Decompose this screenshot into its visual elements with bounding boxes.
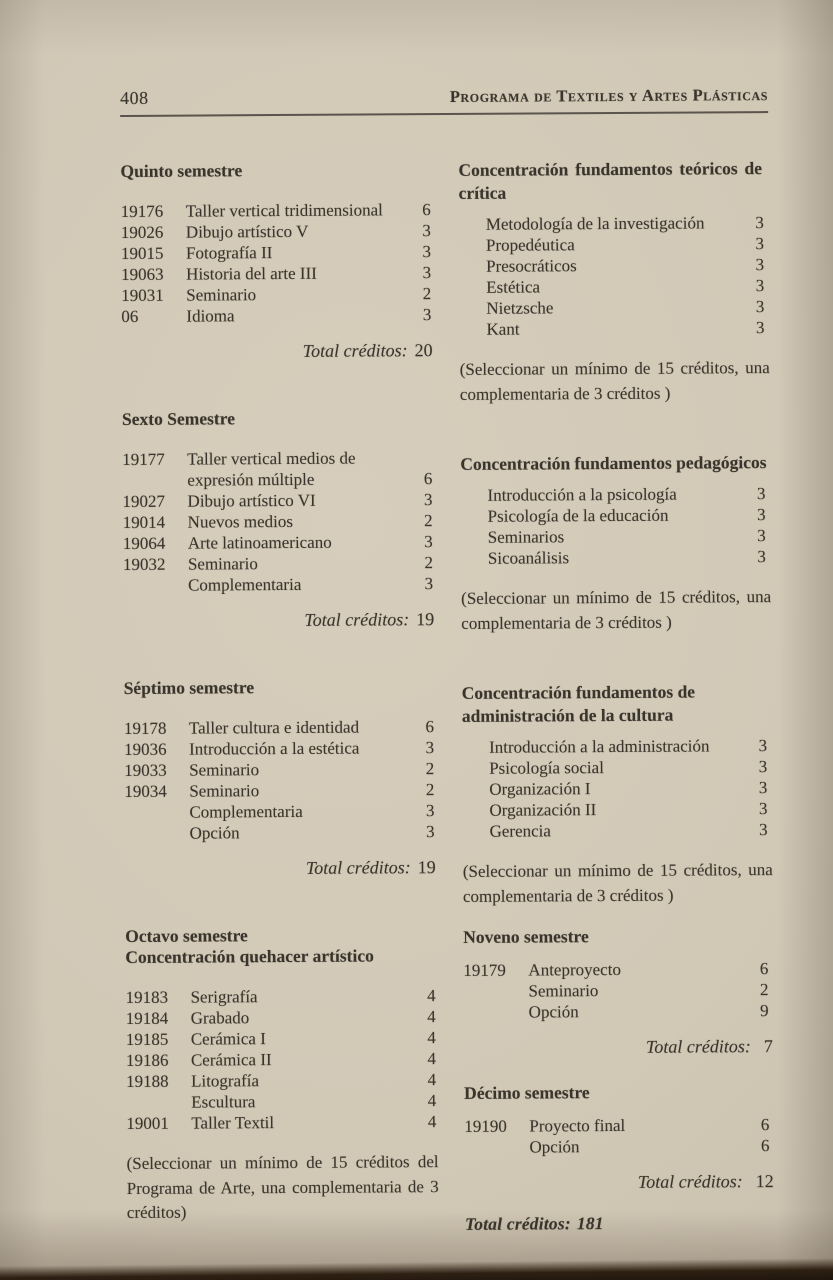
heading-line: Concentración quehacer artístico [125, 945, 374, 967]
total-value: 19 [417, 857, 436, 878]
course-title: Taller Textil [191, 1113, 275, 1133]
section-heading [120, 159, 432, 182]
course-title: Taller cultura e identidad [188, 717, 360, 738]
total-value: 12 [755, 1171, 774, 1192]
course-credits: 3 [755, 234, 765, 254]
course-row [124, 780, 436, 803]
course-row [121, 284, 433, 307]
course-code: 19179 [463, 960, 506, 980]
course-row [122, 448, 434, 471]
course-title: Litografía [191, 1071, 260, 1091]
course-row [126, 1070, 438, 1093]
course-row [124, 822, 436, 845]
course-title: Idioma [186, 306, 235, 326]
course-credits: 3 [422, 242, 432, 262]
course-list [122, 448, 435, 597]
course-credits: 3 [422, 305, 432, 325]
heading-line: Concentración fundamentos pedagógicos [460, 452, 767, 474]
course-title: Nietzsche [486, 298, 554, 318]
course-row [463, 959, 773, 982]
heading-line: Octavo semestre [125, 925, 248, 946]
course-code: 19015 [120, 243, 164, 263]
course-row [121, 242, 433, 265]
course-credits: 4 [427, 1091, 437, 1111]
section-heading [462, 680, 772, 728]
course-row [464, 1136, 774, 1159]
course-title: Dibujo artístico V [185, 221, 309, 242]
course-title: expresión múltiple [187, 469, 315, 490]
section-concentracion-pedagogicos [460, 451, 771, 636]
course-row [462, 778, 772, 801]
course-title: Cerámica I [190, 1029, 266, 1049]
course-row [126, 1007, 438, 1030]
course-row [459, 234, 769, 257]
course-title: Seminario [528, 981, 599, 1001]
course-code: 19064 [122, 533, 166, 553]
course-row [460, 484, 770, 507]
course-row [122, 490, 434, 513]
course-credits: 3 [757, 547, 766, 567]
course-row [462, 736, 772, 759]
heading-line: Quinto semestre [120, 160, 243, 181]
course-credits: 6 [423, 469, 433, 489]
course-title: Fotografía II [185, 243, 273, 263]
course-code: 19014 [122, 512, 166, 532]
course-credits: 3 [755, 213, 764, 233]
course-row [462, 757, 772, 780]
course-title: Proyecto final [529, 1115, 626, 1136]
course-title: Seminario [189, 760, 260, 780]
course-title: Serigrafía [190, 987, 258, 1007]
course-title: Introducción a la administración [488, 736, 710, 757]
course-credits: 3 [758, 778, 768, 798]
course-title: Anteproyecto [528, 959, 621, 980]
section-heading [124, 676, 436, 699]
course-code: 19190 [464, 1116, 507, 1136]
running-title: Programa de Textiles y Artes Plásticas [449, 85, 769, 106]
course-title: Organización II [489, 800, 597, 820]
course-title: Organización I [489, 779, 591, 799]
course-credits: 6 [425, 717, 434, 737]
total-label: Total créditos: [304, 609, 410, 630]
course-list [125, 986, 438, 1135]
course-code: 19176 [120, 201, 164, 221]
course-credits: 4 [427, 1007, 436, 1027]
course-credits: 2 [424, 511, 433, 531]
course-row [121, 221, 433, 244]
heading-line: Sexto Semestre [121, 408, 235, 429]
total-label: Total créditos: [302, 340, 408, 361]
section-septimo-semestre [124, 676, 437, 880]
heading-line: Noveno semestre [463, 926, 589, 947]
course-credits: 3 [755, 297, 765, 317]
course-title: Opción [528, 1002, 579, 1022]
course-code: 19026 [120, 222, 164, 242]
total-value: 19 [416, 609, 435, 630]
course-credits: 4 [426, 986, 436, 1006]
course-code: 19188 [126, 1071, 169, 1091]
section-heading [460, 451, 770, 476]
page-header [120, 84, 768, 109]
course-credits: 3 [425, 822, 435, 842]
course-row [459, 276, 769, 299]
section-noveno-semestre [463, 925, 774, 1059]
course-row [123, 511, 435, 534]
course-row [464, 1115, 774, 1138]
total-credits [125, 857, 437, 880]
selection-note: (Seleccionar un mínimo de 15 créditos, una complementaria de 3 créditos ) [459, 358, 770, 404]
columns [120, 157, 775, 1237]
course-title: Seminario [186, 285, 257, 305]
course-title: Dibujo artístico VI [187, 490, 316, 511]
course-credits: 3 [422, 263, 432, 283]
course-code: 19027 [122, 491, 166, 511]
page-content [120, 84, 775, 1237]
section-heading [122, 407, 434, 430]
course-row [121, 200, 433, 223]
course-title: Seminario [187, 554, 258, 574]
course-code: 19185 [125, 1029, 169, 1049]
course-credits: 6 [422, 200, 431, 220]
heading-line: Décimo semestre [464, 1082, 590, 1103]
course-row [461, 526, 771, 549]
course-credits: 6 [759, 959, 769, 979]
total-value: 7 [763, 1036, 773, 1057]
course-credits: 3 [425, 738, 435, 758]
course-credits: 3 [425, 801, 435, 821]
course-code: 19177 [122, 449, 165, 469]
heading-line: administración de la cultura [461, 704, 674, 726]
section-heading [125, 924, 437, 968]
course-title: Presocráticos [486, 256, 577, 276]
course-credits: 4 [427, 1028, 436, 1048]
course-row [463, 980, 773, 1003]
heading-line: Séptimo semestre [123, 677, 255, 698]
course-credits: 3 [755, 276, 765, 296]
course-title: Taller vertical medios de [187, 448, 356, 469]
section-concentracion-critica [458, 157, 770, 407]
heading-line: crítica [458, 182, 507, 203]
total-credits [122, 340, 434, 363]
course-credits: 3 [424, 574, 434, 594]
course-row [123, 553, 435, 576]
course-row [126, 1112, 438, 1135]
course-row [122, 469, 434, 492]
course-row [126, 1049, 438, 1072]
course-row [125, 986, 437, 1009]
course-title: Estética [486, 277, 541, 297]
section-sexto-semestre [122, 407, 435, 632]
course-row [462, 820, 772, 843]
course-row [123, 532, 435, 555]
grand-total-label: Total créditos: [464, 1213, 571, 1234]
course-code: 19183 [125, 987, 169, 1007]
course-title: Complementaria [187, 574, 302, 595]
total-credits [465, 1171, 775, 1194]
course-title: Cerámica II [190, 1050, 272, 1070]
course-credits: 3 [757, 505, 766, 525]
course-list [124, 717, 437, 845]
course-credits: 3 [756, 484, 766, 504]
right-column [458, 157, 775, 1235]
course-credits: 2 [422, 284, 432, 304]
selection-note: (Seleccionar un mínimo de 15 créditos del Programa de Arte, una complementaria de 3 créditos) [126, 1152, 439, 1222]
course-row [126, 1091, 438, 1114]
course-credits: 2 [759, 980, 769, 1000]
course-row [459, 318, 769, 341]
course-code: 19031 [121, 285, 164, 305]
course-list [460, 484, 771, 570]
page-bottom-edge-shadow [0, 1258, 833, 1280]
header-rule [120, 111, 768, 117]
course-row [121, 263, 433, 286]
course-row [121, 305, 433, 328]
total-label: Total créditos: [637, 1171, 743, 1192]
section-heading [464, 1081, 774, 1104]
total-label: Total créditos: [645, 1036, 751, 1057]
course-title: Historia del arte III [186, 263, 317, 284]
course-credits: 6 [760, 1136, 770, 1156]
course-list [463, 959, 773, 1024]
course-title: Gerencia [489, 821, 551, 841]
course-code: 19184 [125, 1008, 169, 1028]
selection-note: (Seleccionar un mínimo de 15 créditos, una complementaria de 3 créditos ) [462, 860, 773, 906]
course-row [461, 505, 771, 528]
course-code: 19063 [121, 264, 164, 284]
course-list [121, 200, 434, 328]
course-credits: 2 [425, 759, 435, 779]
course-credits: 3 [424, 532, 433, 552]
course-title: Taller vertical tridimensional [185, 200, 383, 221]
course-row [124, 759, 436, 782]
course-title: Kant [486, 319, 520, 339]
course-list [462, 736, 773, 843]
section-heading [458, 157, 768, 205]
section-concentracion-administracion [462, 680, 773, 909]
course-credits: 4 [427, 1070, 437, 1090]
course-row [459, 255, 769, 278]
course-row [464, 1001, 774, 1024]
course-code: 19178 [123, 718, 167, 738]
left-column [120, 159, 439, 1237]
heading-line: Concentración fundamentos teóricos de [458, 158, 763, 180]
course-title: Escultura [191, 1092, 256, 1112]
course-credits: 3 [758, 736, 768, 756]
course-code: 19186 [125, 1050, 169, 1070]
page-number: 408 [120, 87, 149, 108]
total-credits [464, 1036, 774, 1059]
course-title: Metodología de la investigación [485, 213, 705, 234]
course-title: Nuevos medios [187, 511, 294, 532]
course-row [126, 1028, 438, 1051]
heading-line: Concentración fundamentos de [461, 681, 696, 703]
course-list [464, 1115, 774, 1159]
course-code: 19033 [124, 760, 167, 780]
course-title: Psicología de la educación [487, 505, 669, 526]
course-row [124, 801, 436, 824]
selection-note: (Seleccionar un mínimo de 15 créditos, una complementaria de 3 créditos ) [461, 587, 772, 633]
course-row [123, 574, 435, 597]
course-credits: 4 [427, 1049, 436, 1069]
course-code: 19036 [123, 739, 167, 759]
course-code: 19001 [126, 1113, 169, 1133]
course-title: Arte latinoamericano [187, 532, 332, 553]
course-title: Opción [189, 823, 240, 843]
course-title: Psicología social [489, 758, 604, 778]
total-value: 20 [414, 340, 433, 361]
course-row [459, 213, 769, 236]
course-credits: 2 [425, 780, 435, 800]
course-credits: 3 [755, 255, 765, 275]
course-credits: 4 [427, 1112, 437, 1132]
course-credits: 9 [760, 1001, 769, 1021]
section-quinto-semestre [120, 159, 433, 363]
course-title: Opción [529, 1137, 580, 1157]
course-row [462, 799, 772, 822]
course-title: Propedéutica [485, 235, 575, 255]
course-row [459, 297, 769, 320]
total-label: Total créditos: [305, 857, 411, 878]
course-title: Introducción a la estética [188, 738, 360, 759]
course-credits: 6 [760, 1115, 770, 1135]
course-credits: 3 [422, 221, 431, 241]
course-row [124, 717, 436, 740]
total-credits [123, 609, 435, 632]
course-row [461, 547, 771, 570]
section-heading [463, 925, 773, 948]
course-credits: 3 [755, 318, 765, 338]
course-credits: 2 [424, 553, 433, 573]
grand-total-credits [465, 1212, 775, 1235]
course-code: 19034 [124, 781, 167, 801]
course-credits: 3 [423, 490, 433, 510]
course-title: Seminarios [487, 527, 565, 547]
course-credits: 3 [757, 526, 766, 546]
course-credits: 3 [758, 799, 768, 819]
course-code: 19032 [122, 554, 166, 574]
course-title: Grabado [190, 1008, 250, 1028]
course-credits: 3 [758, 820, 768, 840]
course-title: Introducción a la psicología [487, 484, 677, 505]
course-row [124, 738, 436, 761]
grand-total-value: 181 [576, 1213, 604, 1234]
course-title: Seminario [189, 781, 260, 801]
course-title: Complementaria [189, 801, 303, 822]
section-decimo-semestre [464, 1081, 775, 1194]
course-credits: 3 [758, 757, 768, 777]
course-code: 06 [121, 306, 139, 326]
section-octavo-semestre [125, 924, 439, 1225]
course-list [459, 213, 770, 341]
course-title: Sicoanálisis [487, 548, 570, 568]
